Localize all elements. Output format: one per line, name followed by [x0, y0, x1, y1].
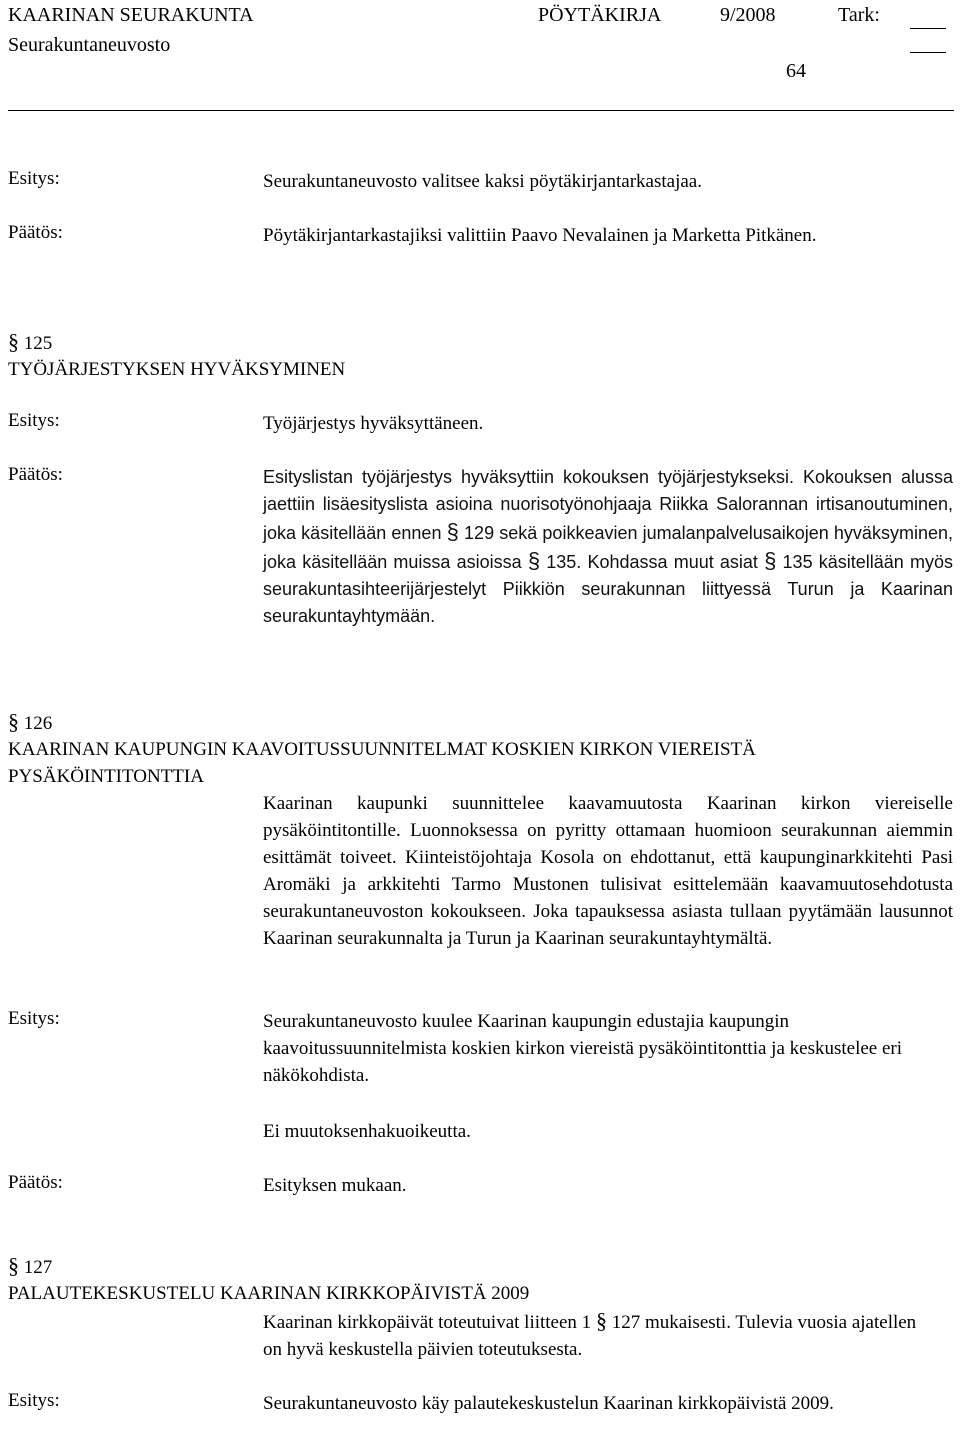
header-rule: [8, 110, 954, 111]
section-126-title-1: KAARINAN KAUPUNGIN KAAVOITUSSUUNNITELMAT KOSKIEN KIRKON VIEREISTÄ: [8, 739, 756, 760]
section-126-title-2: PYSÄKÖINTITONTTIA: [8, 766, 204, 787]
issue-number: 9/2008: [720, 4, 776, 26]
parish-name: KAARINAN SEURAKUNTA: [8, 4, 254, 26]
section-127-title: PALAUTEKESKUSTELU KAARINAN KIRKKOPÄIVISTÄ 2009: [8, 1283, 530, 1304]
s126-note: Ei muutoksenhakuoikeutta.: [263, 1121, 471, 1142]
esitys-label: Esitys:: [8, 1390, 60, 1411]
section-127-number: § 127: [8, 1253, 53, 1278]
tark-blank-line-2: [910, 52, 946, 53]
page-header: [8, 4, 952, 114]
s126-paatos: Esityksen mukaan.: [263, 1175, 407, 1196]
tark-label: Tark:: [838, 4, 880, 26]
page-number: 64: [786, 60, 806, 82]
section-126-number: § 126: [8, 709, 53, 734]
esitys-label: Esitys:: [8, 168, 60, 189]
s124-esitys: Seurakuntaneuvosto valitsee kaksi pöytäkirjantarkastajaa.: [263, 171, 702, 192]
paatos-label: Päätös:: [8, 222, 63, 243]
esitys-label: Esitys:: [8, 410, 60, 431]
s127-body: Kaarinan kirkkopäivät toteutuivat liitteen 1 § 127 mukaisesti. Tulevia vuosia ajatellen on hyvä keskustella päivien toteutuksesta.: [263, 1308, 917, 1360]
esitys-label: Esitys:: [8, 1008, 60, 1029]
paatos-label: Päätös:: [8, 464, 63, 485]
tark-blank-line: [910, 28, 946, 29]
paatos-label: Päätös:: [8, 1172, 63, 1193]
s124-paatos: Pöytäkirjantarkastajiksi valittiin Paavo Nevalainen ja Marketta Pitkänen.: [263, 225, 817, 246]
document-type: PÖYTÄKIRJA: [538, 4, 662, 26]
section-125-title: TYÖJÄRJESTYKSEN HYVÄKSYMINEN: [8, 359, 346, 380]
s126-body: Kaarinan kaupunki suunnittelee kaavamuutosta Kaarinan kirkon viereiselle pysäköintitontille. Luonnoksessa on pyritty ottamaan huomioon seurakunnan aiemmin esittämät toiveet. Kiinteistöjohtaja Kosola on ehdottanut, että kaupunginarkkitehti Pasi Aromäki ja arkkitehti Tarmo Mustonen tulisivat esittelemään kaavamuutosehdotusta seurakuntaneuvoston kokoukseen. Joka tapauksessa asiasta tullaan pyytämään lausunnot Kaarinan seurakunnalta ja Turun ja Kaarinan seurakuntayhtymältä.: [263, 793, 953, 949]
s125-paatos: Esityslistan työjärjestys hyväksyttiin kokouksen työjärjestykseksi. Kokouksen alussa jaettiin lisäesityslista asioina nuorisotyönohjaaja Riikka Salorannan irtisanoutuminen, joka käsitellään ennen § 129 sekä poikkeavien jumalanpalvelusaikojen hyväksyminen, joka käsitellään muissa asioissa § 135. Kohdassa muut asiat § 135 käsitellään myös seurakuntasihteerijärjestelyt Piikkiön seurakunnan liittyessä Turun ja Kaarinan seurakuntayhtymään.: [263, 467, 953, 626]
s127-esitys: Seurakuntaneuvosto käy palautekeskustelun Kaarinan kirkkopäivistä 2009.: [263, 1393, 834, 1414]
s126-esitys: Seurakuntaneuvosto kuulee Kaarinan kaupungin edustajia kaupungin kaavoitussuunnitelmista koskien kirkon viereistä pysäköintitonttia ja keskustelee eri näkökohdista.: [263, 1011, 903, 1086]
s125-esitys: Työjärjestys hyväksyttäneen.: [263, 413, 484, 434]
body-name: Seurakuntaneuvosto: [8, 34, 171, 56]
section-125-number: § 125: [8, 329, 53, 354]
